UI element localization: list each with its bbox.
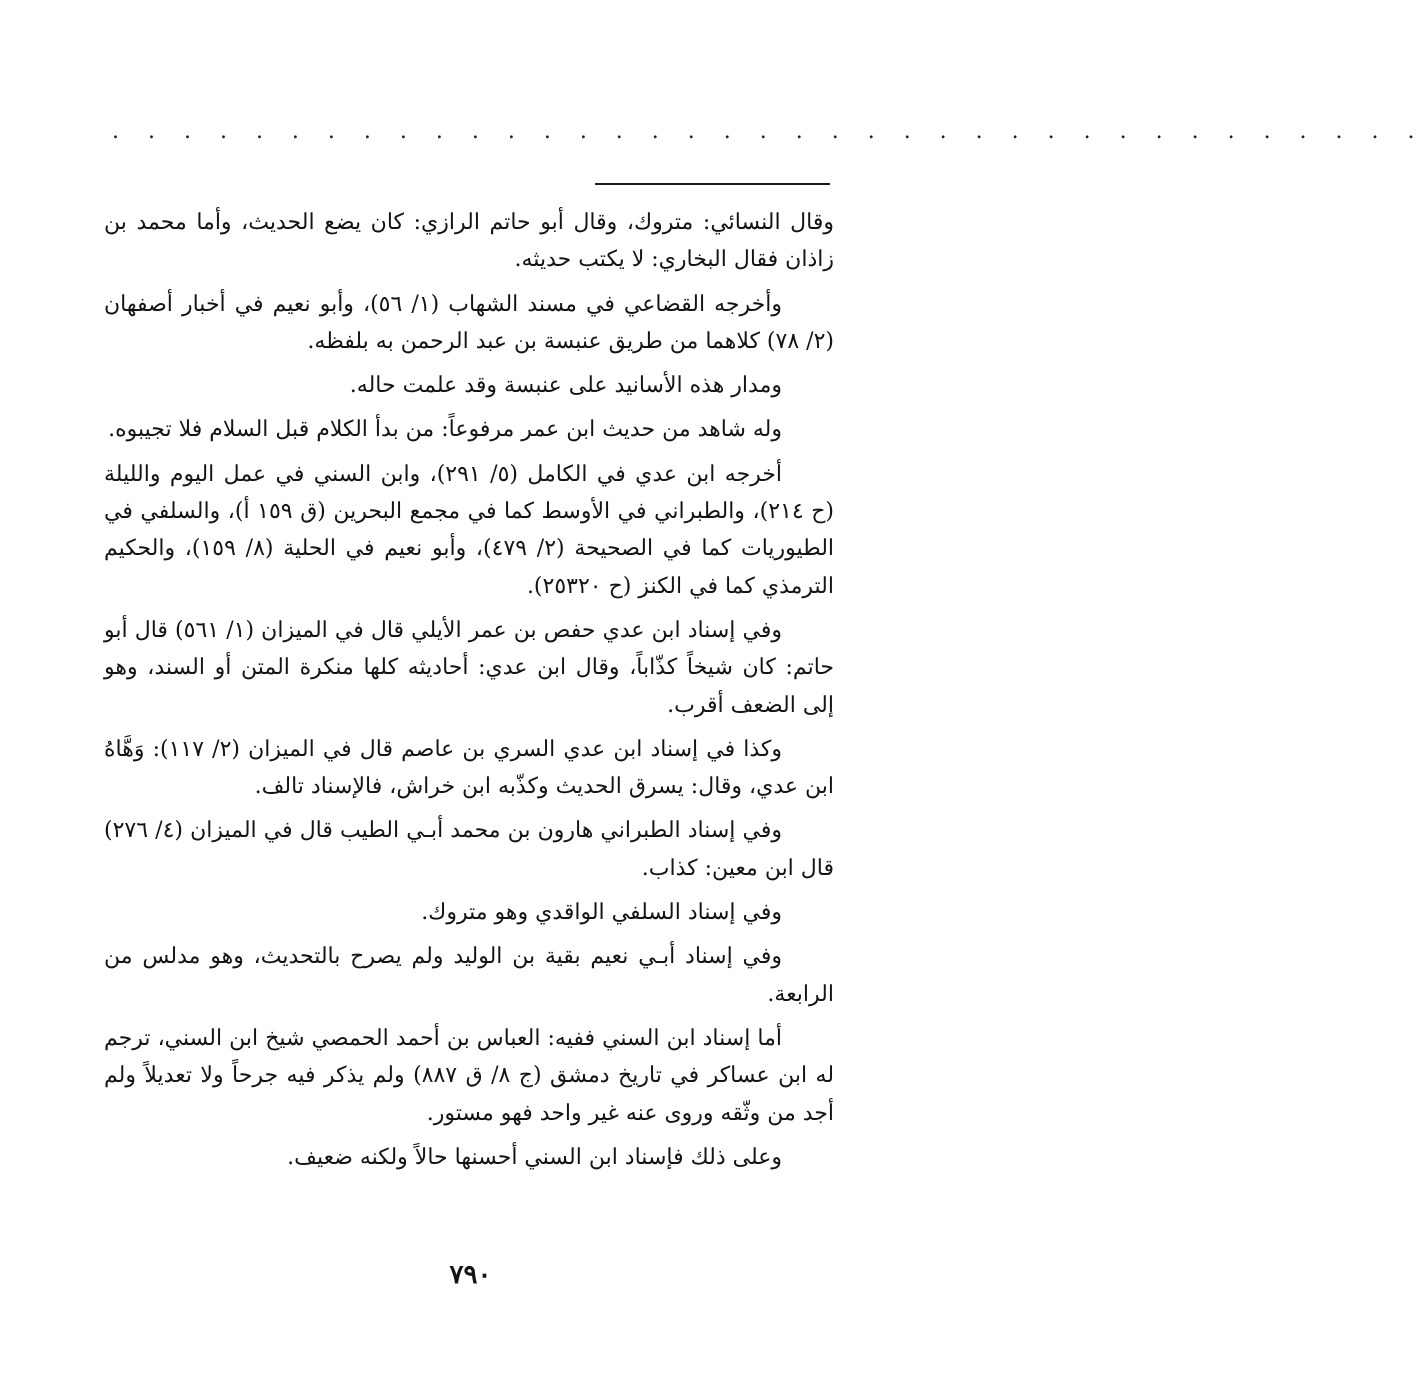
paragraph-4: وله شاهد من حديث ابن عمر مرفوعاً: من بدأ الكلام قبل السلام فلا تجيبوه. <box>108 417 782 443</box>
paragraph-3: ومدار هذه الأسانيد على عنبسة وقد علمت حاله. <box>349 373 782 399</box>
paragraph-8: وفي إسناد الطبراني هارون بن محمد أبـي الطيب قال في الميزان (٤/ ٢٧٦) قال ابن معين: كذاب. <box>104 818 834 881</box>
paragraph-5: أخرجه ابن عدي في الكامل (٥/ ٢٩١)، وابن السني في عمل اليوم والليلة (ح ٢١٤)، والطبراني في الأوسط كما في مجمع البحرين (ق ١٥٩ أ)، والسلفي في الطيوريات كما في الصحيحة (٢/ ٤٧٩)، وأبو نعيم في الحلية (٨/ ١٥٩)، والحكيم الترمذي كما في الكنز (ح ٢٥٣٢٠). <box>104 461 835 599</box>
paragraph-10: وفي إسناد أبـي نعيم بقية بن الوليد ولم يصرح بالتحديث، وهو مدلس من الرابعة. <box>104 944 834 1007</box>
paragraph-6: وفي إسناد ابن عدي حفص بن عمر الأيلي قال في الميزان (١/ ٥٦١) قال أبو حاتم: كان شيخاً كذّاباً، وقال ابن عدي: أحاديثه كلها منكرة المتن أو السند، وهو إلى الضعف أقرب. <box>104 617 834 718</box>
paragraph-11: أما إسناد ابن السني ففيه: العباس بن أحمد الحمصي شيخ ابن السني، ترجم له ابن عساكر في تاريخ دمشق (ج ٨/ ق ٨٨٧) ولم يذكر فيه جرحاً ولا تعديلاً ولم أجد من وثّقه وروى عنه غير واحد فهو مستور. <box>104 1025 835 1126</box>
paragraph-9: وفي إسناد السلفي الواقدي وهو متروك. <box>421 900 782 926</box>
page-number: ٧٩٠ <box>449 1260 492 1290</box>
paragraph-1: وقال النسائي: متروك، وقال أبو حاتم الرازي: كان يضع الحديث، وأما محمد بن زاذان فقال البخاري: لا يكتب حديثه. <box>104 210 834 273</box>
paragraph-7: وكذا في إسناد ابن عدي السري بن عاصم قال في الميزان (٢/ ١١٧): وَهَّاهُ ابن عدي، وقال: يسرق الحديث وكذّبه ابن خراش، فالإسناد تالف. <box>104 736 834 800</box>
body-text <box>104 204 834 1183</box>
separator-dots: . . . . . . . . . . . . . . . . . . . . . . . . . . . . . . . . . . . . . <box>112 119 1426 144</box>
paragraph-12: وعلى ذلك فإسناد ابن السني أحسنها حالاً ولكنه ضعيف. <box>287 1144 782 1170</box>
paragraph-2: وأخرجه القضاعي في مسند الشهاب (١/ ٥٦)، وأبو نعيم في أخبار أصفهان (٢/ ٧٨) كلاهما من طريق عنبسة بن عبد الرحمن به بلفظه. <box>104 291 834 354</box>
footnote-rule <box>595 183 830 185</box>
